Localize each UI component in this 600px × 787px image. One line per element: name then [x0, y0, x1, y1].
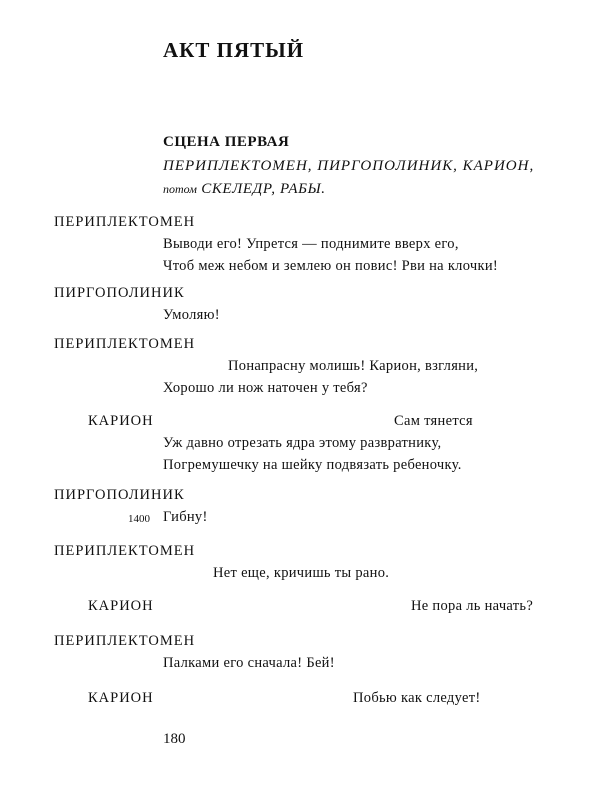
scene-heading: СЦЕНА ПЕРВАЯ: [163, 134, 290, 150]
speaker-name: ПИРГОПОЛИНИК: [54, 487, 185, 503]
dialogue-line: Сам тянется: [394, 413, 473, 429]
dialogue-line: Чтоб меж небом и землею он повис! Рви на клочки!: [163, 258, 499, 274]
dialogue-line: Гибну!: [163, 509, 208, 525]
speaker-name: ПЕРИПЛЕКТОМЕН: [54, 336, 196, 352]
line-number: 1400: [128, 513, 150, 525]
dialogue-line: Побью как следует!: [353, 690, 481, 706]
dialogue-line: Нет еще, кричишь ты рано.: [213, 565, 390, 581]
dialogue-line: Погремушечку на шейку подвязать ребеночку.: [163, 457, 462, 473]
dialogue-line: Выводи его! Упрется — поднимите вверх его,: [163, 236, 459, 252]
speaker-name: КАРИОН: [88, 413, 154, 429]
dialogue-line: Понапрасну молишь! Карион, взгляни,: [228, 358, 479, 374]
cast-later-word: потом: [163, 182, 197, 196]
dialogue-line: Хорошо ли нож наточен у тебя?: [163, 380, 368, 396]
dialogue-line: Не пора ль начать?: [411, 598, 534, 614]
cast-later-names: СКЕЛЕДР, РАБЫ.: [201, 181, 326, 197]
cast-line-1: ПЕРИПЛЕКТОМЕН, ПИРГОПОЛИНИК, КАРИОН,: [163, 158, 535, 174]
dialogue-line: Уж давно отрезать ядра этому развратнику,: [163, 435, 442, 451]
dialogue-line: Умоляю!: [163, 307, 220, 323]
speaker-name: ПЕРИПЛЕКТОМЕН: [54, 214, 196, 230]
act-heading: АКТ ПЯТЫЙ: [163, 38, 305, 62]
speaker-name: ПИРГОПОЛИНИК: [54, 285, 185, 301]
speaker-name: ПЕРИПЛЕКТОМЕН: [54, 543, 196, 559]
speaker-name: ПЕРИПЛЕКТОМЕН: [54, 633, 196, 649]
dialogue-line: Палками его сначала! Бей!: [163, 655, 335, 671]
speaker-name: КАРИОН: [88, 690, 154, 706]
cast-line-2: [163, 181, 326, 198]
speaker-name: КАРИОН: [88, 598, 154, 614]
page-number: 180: [163, 731, 186, 747]
